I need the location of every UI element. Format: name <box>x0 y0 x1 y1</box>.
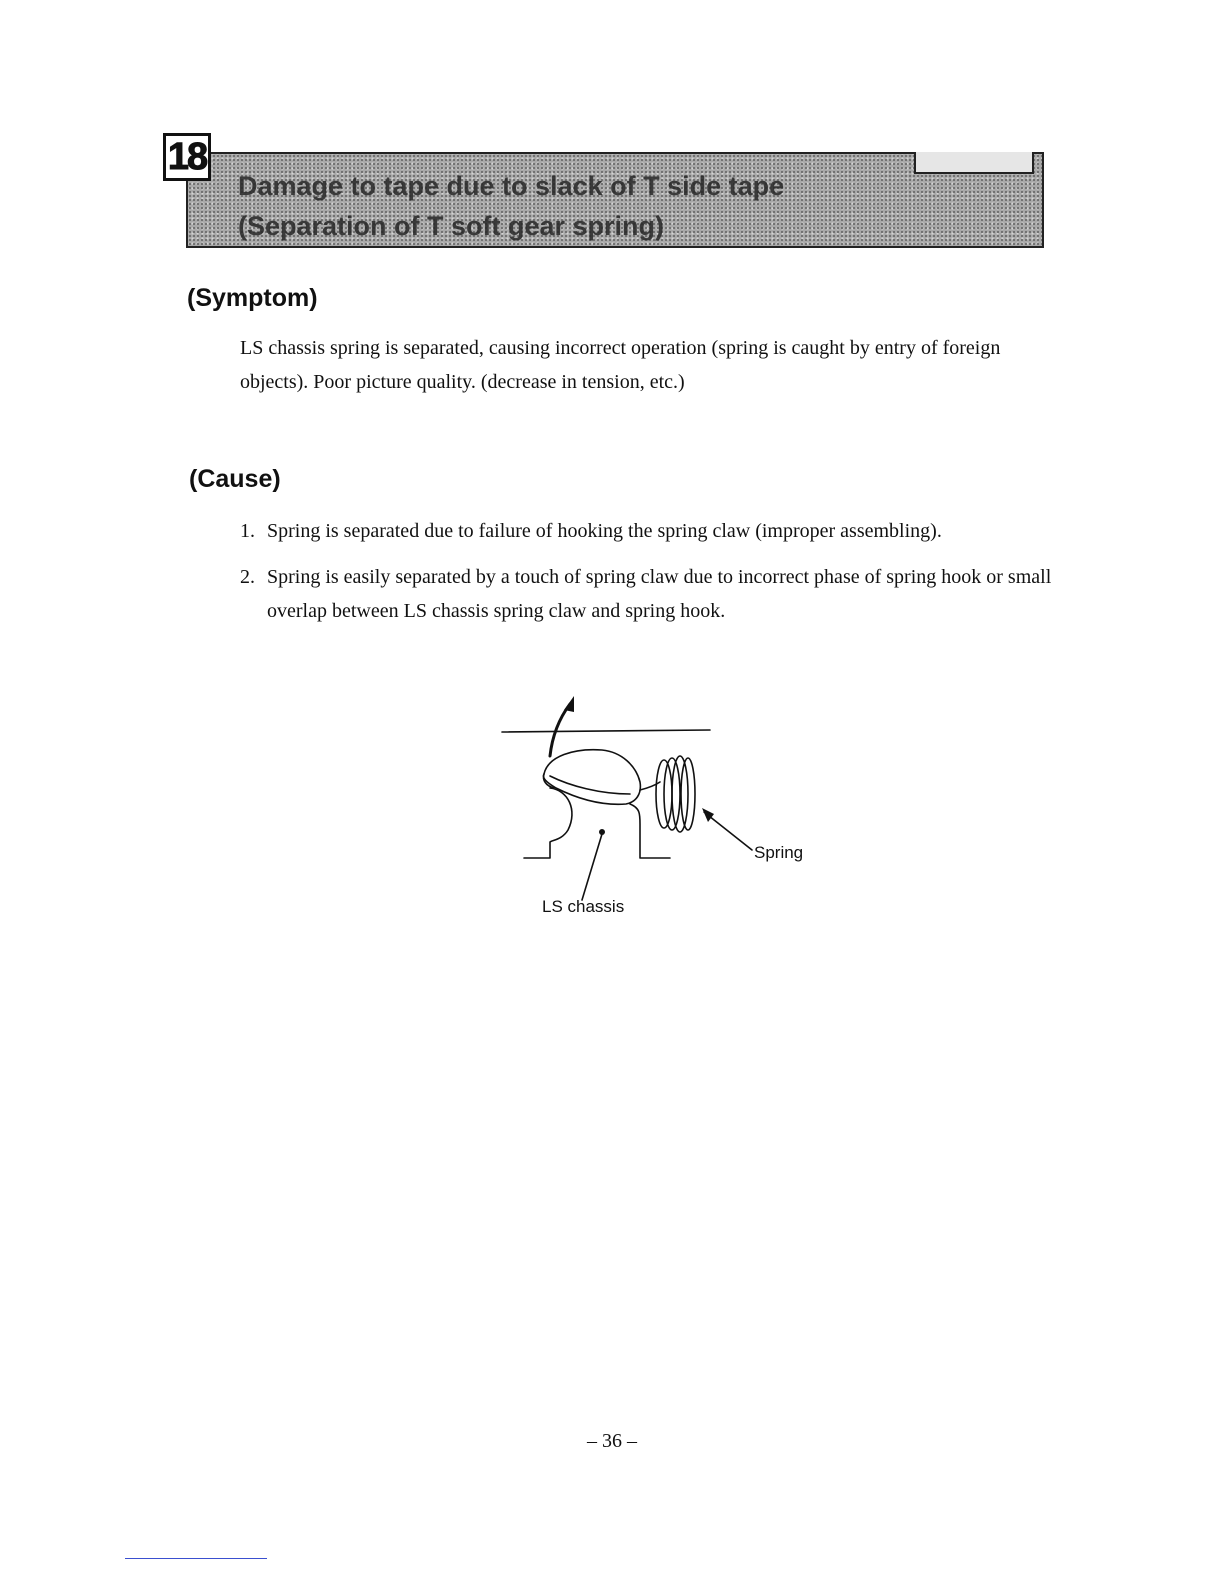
arrow-head <box>564 696 574 712</box>
ls-chassis-label: LS chassis <box>542 897 625 916</box>
chassis-point <box>599 829 605 835</box>
section-title-line1: Damage to tape due to slack of T side tape <box>238 171 785 201</box>
cause-item <box>240 514 1060 548</box>
chassis-left-profile <box>524 788 572 858</box>
page-number: – 36 – <box>587 1430 637 1452</box>
section-title-line2: (Separation of T soft gear spring) <box>238 211 665 241</box>
spring-coil <box>640 756 695 832</box>
spring-arrow-head <box>702 808 714 822</box>
cause-item-text: Spring is easily separated by a touch of spring claw due to incorrect phase of spring hook or small overlap between LS chassis spring claw and spring hook. <box>267 566 1052 622</box>
banner-tab <box>914 152 1034 174</box>
section-number-badge <box>163 133 211 181</box>
cause-item-text: Spring is separated due to failure of hooking the spring claw (improper assembling). <box>267 520 942 542</box>
cause-item-number: 1. <box>240 520 255 542</box>
spring-label: Spring <box>754 843 804 862</box>
cause-item <box>240 560 1060 628</box>
spring-claw <box>544 750 641 805</box>
section-number: 18 <box>167 136 207 178</box>
footnote-divider <box>125 1558 267 1559</box>
chassis-right-profile <box>630 804 670 858</box>
cause-list <box>240 514 1060 640</box>
chassis-edge-line <box>502 730 710 732</box>
chassis-leader-line <box>582 834 602 900</box>
symptom-text: LS chassis spring is separated, causing incorrect operation (spring is caught by entry of foreign objects). Poor picture quality. (decrease in tension, etc.) <box>240 337 1001 393</box>
symptom-heading: (Symptom) <box>187 284 318 312</box>
movement-arrow <box>550 704 570 756</box>
spring-diagram <box>490 690 830 930</box>
section-title <box>238 166 784 246</box>
spring-diagram-drawing <box>490 690 830 930</box>
cause-heading: (Cause) <box>189 465 281 493</box>
cause-item-number: 2. <box>240 566 255 588</box>
